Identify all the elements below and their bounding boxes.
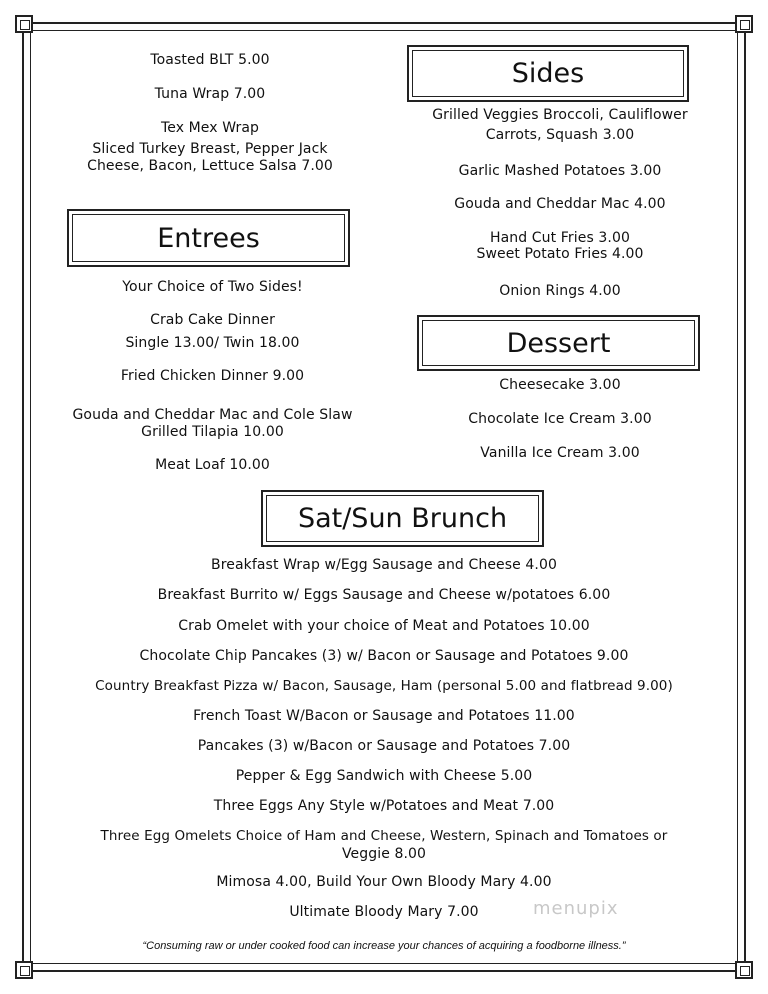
sides-heading	[407, 45, 689, 102]
entree-item: Crab Cake Dinner	[150, 312, 275, 328]
brunch-item: Pancakes (3) w/Bacon or Sausage and Potatoes 7.00	[197, 738, 571, 754]
corner-ornament-icon	[15, 15, 33, 33]
entrees-heading	[67, 209, 350, 267]
menu-item: Toasted BLT 5.00	[150, 52, 270, 68]
brunch-heading	[261, 490, 544, 547]
brunch-item: Breakfast Wrap w/Egg Sausage and Cheese 4.00	[211, 557, 557, 573]
side-item: Sweet Potato Fries 4.00	[476, 246, 644, 262]
entree-item: Single 13.00/ Twin 18.00	[125, 335, 300, 351]
side-item: Carrots, Squash 3.00	[485, 127, 635, 143]
brunch-title: Sat/Sun Brunch	[266, 495, 539, 542]
brunch-item: Pepper & Egg Sandwich with Cheese 5.00	[235, 768, 533, 784]
brunch-item: Crab Omelet with your choice of Meat and Potatoes 10.00	[178, 618, 590, 634]
entree-note: Your Choice of Two Sides!	[122, 279, 303, 295]
entree-item: Grilled Tilapia 10.00	[141, 424, 284, 440]
corner-ornament-icon	[15, 961, 33, 979]
entree-item: Gouda and Cheddar Mac and Cole Slaw	[72, 407, 353, 423]
entree-item: Fried Chicken Dinner 9.00	[120, 368, 305, 384]
menu-item: Tex Mex Wrap	[160, 120, 260, 136]
corner-ornament-icon	[735, 961, 753, 979]
sides-title: Sides	[412, 50, 684, 97]
brunch-item: Chocolate Chip Pancakes (3) w/ Bacon or Sausage and Potatoes 9.00	[139, 648, 629, 664]
brunch-item: Mimosa 4.00, Build Your Own Bloody Mary 4.00	[216, 874, 552, 890]
side-item: Gouda and Cheddar Mac 4.00	[454, 196, 666, 212]
brunch-item: Veggie 8.00	[341, 846, 427, 862]
brunch-item: Three Egg Omelets Choice of Ham and Cheese, Western, Spinach and Tomatoes or	[100, 828, 668, 844]
food-safety-disclaimer: “Consuming raw or under cooked food can increase your chances of acquiring a foodborne illness.”	[142, 940, 626, 952]
dessert-item: Vanilla Ice Cream 3.00	[480, 445, 640, 461]
corner-ornament-icon	[735, 15, 753, 33]
dessert-item: Chocolate Ice Cream 3.00	[468, 411, 652, 427]
side-item: Grilled Veggies Broccoli, Cauliflower	[432, 107, 688, 123]
brunch-item: Country Breakfast Pizza w/ Bacon, Sausage, Ham (personal 5.00 and flatbread 9.00)	[95, 678, 673, 694]
menu-item: Tuna Wrap 7.00	[154, 86, 266, 102]
dessert-title: Dessert	[422, 320, 695, 366]
brunch-item: Ultimate Bloody Mary 7.00	[289, 904, 479, 920]
brunch-item: Three Eggs Any Style w/Potatoes and Meat 7.00	[213, 798, 555, 814]
dessert-item: Cheesecake 3.00	[499, 377, 621, 393]
brunch-item: French Toast W/Bacon or Sausage and Potatoes 11.00	[193, 708, 575, 724]
entrees-title: Entrees	[72, 214, 345, 262]
dessert-heading	[417, 315, 700, 371]
watermark-logo: menupix	[533, 898, 619, 919]
entree-item: Meat Loaf 10.00	[155, 457, 270, 473]
side-item: Hand Cut Fries 3.00	[489, 230, 630, 246]
side-item: Garlic Mashed Potatoes 3.00	[458, 163, 662, 179]
brunch-item: Breakfast Burrito w/ Eggs Sausage and Cheese w/potatoes 6.00	[157, 587, 611, 603]
side-item: Onion Rings 4.00	[499, 283, 621, 299]
menu-item-description: Cheese, Bacon, Lettuce Salsa 7.00	[87, 158, 333, 174]
menu-item-description: Sliced Turkey Breast, Pepper Jack	[92, 141, 328, 157]
